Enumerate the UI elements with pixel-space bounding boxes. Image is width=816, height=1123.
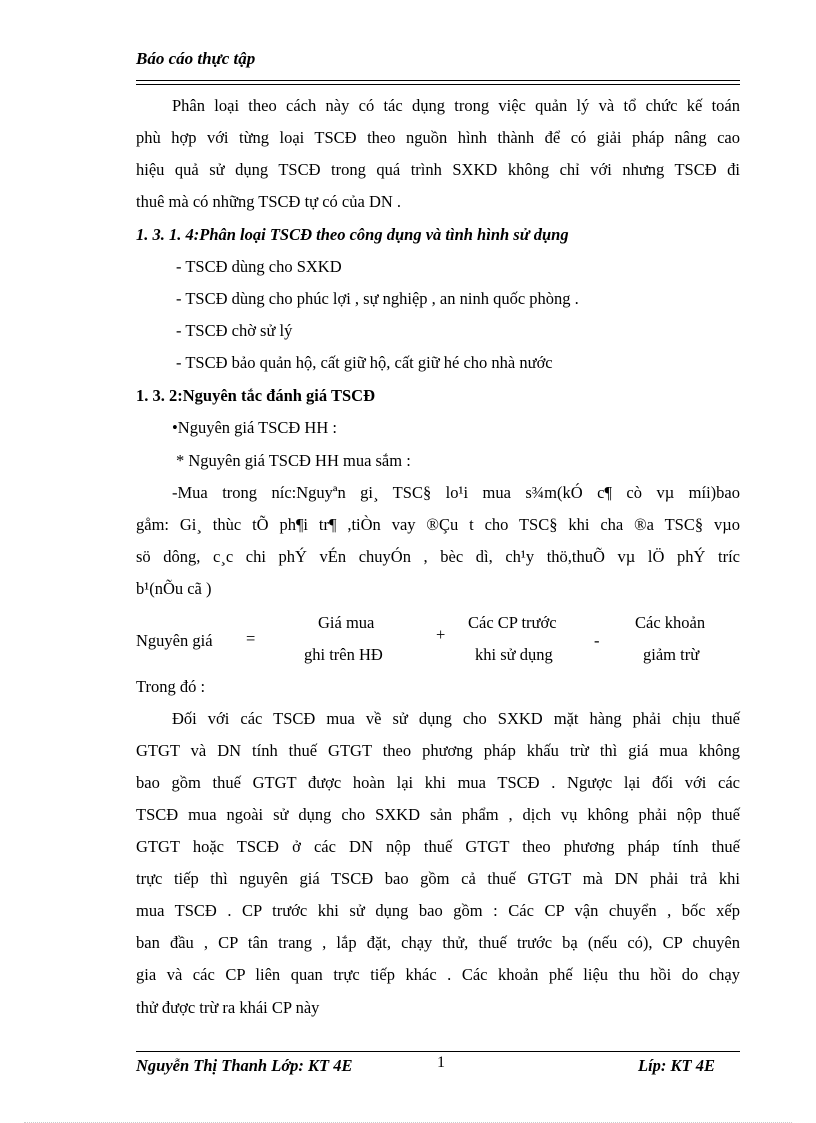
list-item: - TSCĐ bảo quản hộ, cất giữ hộ, cất giữ hé cho nhà nước xyxy=(176,353,553,372)
header-rule xyxy=(136,80,740,85)
garbled-line: b¹(nÕu cã ) xyxy=(136,579,212,598)
header-title: Báo cáo thực tập xyxy=(136,49,256,68)
footer-class: Líp: KT 4E xyxy=(638,1056,715,1075)
page-number: 1 xyxy=(437,1054,445,1071)
paragraph2-line: mua TSCĐ . CP trước khi sử dụng bao gồm : Các CP vận chuyển , bốc xếp xyxy=(136,901,740,920)
footer-author: Nguyễn Thị Thanh Lớp: KT 4E xyxy=(136,1056,353,1075)
formula-term1-top: Giá mua xyxy=(318,613,375,632)
list-item: - TSCĐ chờ sử lý xyxy=(176,321,293,340)
paragraph1-line: thuê mà có những TSCĐ tự có của DN . xyxy=(136,192,402,211)
section-heading: 1. 3. 1. 4:Phân loại TSCĐ theo công dụng và tình hình sử dụng xyxy=(136,225,569,244)
formula-term1-bottom: ghi trên HĐ xyxy=(304,645,383,664)
trong-do-label: Trong đó : xyxy=(136,677,206,696)
paragraph1-line: hiệu quả sử dụng TSCĐ trong quá trình SXKD không chỉ với nhưng TSCĐ đi xyxy=(136,160,740,179)
paragraph2-line: gia và các CP liên quan trực tiếp khác . Các khoản phế liệu thu hồi do chạy xyxy=(136,965,740,984)
section-heading: 1. 3. 2:Nguyên tắc đánh giá TSCĐ xyxy=(136,386,375,405)
paragraph2-line: Đối với các TSCĐ mua về sử dụng cho SXKD mặt hàng phải chịu thuế xyxy=(172,709,740,728)
footer-rule xyxy=(136,1051,740,1052)
formula-equals: = xyxy=(246,629,256,648)
sub-item: * Nguyên giá TSCĐ HH mua sắm : xyxy=(176,451,411,470)
formula-term3-bottom: giảm trừ xyxy=(643,645,700,664)
formula-term2-bottom: khi sử dụng xyxy=(475,645,553,664)
formula-minus: - xyxy=(594,631,600,650)
paragraph2-line: TSCĐ mua ngoài sử dụng cho SXKD sản phẩm , dịch vụ không phải nộp thuế xyxy=(136,805,740,824)
formula-term3-top: Các khoản xyxy=(635,613,706,632)
formula-term2-top: Các CP trước xyxy=(468,613,557,632)
paragraph2-line: GTGT hoặc TSCĐ ở các DN nộp thuế GTGT theo phương pháp tính thuế xyxy=(136,837,740,856)
list-item: - TSCĐ dùng cho SXKD xyxy=(176,257,342,276)
paragraph1-line: Phân loại theo cách này có tác dụng trong việc quản lý và tổ chức kế toán xyxy=(172,96,740,115)
paragraph2-line: bao gồm thuế GTGT được hoàn lại khi mua TSCĐ . Ngược lại đối với các xyxy=(136,773,740,792)
paragraph2-line: GTGT và DN tính thuế GTGT theo phương pháp khấu trừ thì giá mua không xyxy=(136,741,740,760)
garbled-line: sö dông, c¸c chi phÝ vÉn chuyÓn , bèc dì, ch¹y thö,thuÕ vµ lÖ phÝ tríc xyxy=(136,547,740,566)
list-item: - TSCĐ dùng cho phúc lợi , sự nghiệp , an ninh quốc phòng . xyxy=(176,289,579,308)
paragraph1-line: phù hợp với từng loại TSCĐ theo nguồn hình thành để có giải pháp nâng cao xyxy=(136,128,740,147)
formula-lhs: Nguyên giá xyxy=(136,631,213,650)
garbled-line: -Mua trong níc:Nguyªn gi¸ TSC§ lo¹i mua s¾m(kÓ c¶ cò vµ míi)bao xyxy=(172,483,740,502)
paragraph2-line: trực tiếp thì nguyên giá TSCĐ bao gồm cả thuế GTGT mà DN phải trả khi xyxy=(136,869,740,888)
bullet-item: •Nguyên giá TSCĐ HH : xyxy=(172,418,337,437)
garbled-line: gåm: Gi¸ thùc tÕ ph¶i tr¶ ,tiÒn vay ®Çu t cho TSC§ khi cha ®a TSC§ vµo xyxy=(136,515,740,534)
paragraph2-line: ban đầu , CP tân trang , lắp đặt, chạy thử, thuế trước bạ (nếu có), CP chuyên xyxy=(136,933,740,952)
formula-plus: + xyxy=(436,625,446,644)
paragraph2-line: thử được trừ ra khái CP này xyxy=(136,998,320,1017)
